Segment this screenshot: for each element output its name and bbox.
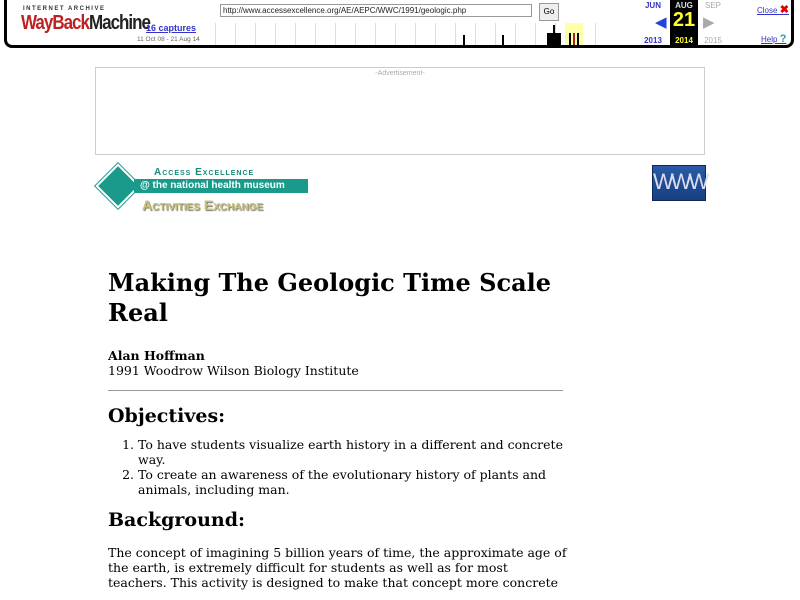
article (108, 268, 568, 590)
advertisement (95, 67, 705, 155)
page-title: Making The Geologic Time Scale Real (108, 268, 552, 327)
captures-range: 11 Oct 08 - 21 Aug 14 (137, 36, 200, 43)
institute: 1991 Woodrow Wilson Biology Institute (108, 363, 359, 378)
url-input[interactable]: http://www.accessexcellence.org/AE/AEPC/WWC/1991/geologic.php (220, 4, 532, 17)
ad-label: -Advertisement- (375, 70, 425, 77)
logo-line3: Activities Exchange (142, 197, 264, 213)
close-label: Close (757, 6, 778, 15)
help-link[interactable] (761, 33, 786, 45)
wayback-toolbar (4, 0, 794, 48)
divider (108, 390, 563, 391)
wayback-logo-top: INTERNET ARCHIVE (23, 6, 106, 12)
next-month: SEP (704, 1, 721, 10)
close-link[interactable] (757, 3, 789, 16)
access-excellence-logo[interactable] (98, 164, 308, 220)
next-year: 2015 (704, 36, 722, 45)
objectives-list (108, 437, 568, 497)
help-icon[interactable]: ? (779, 33, 787, 45)
current-year: 2014 (675, 36, 693, 45)
logo-line2: @ the national health museum (134, 179, 308, 193)
captures-link[interactable]: 16 captures (146, 23, 197, 33)
prev-arrow-icon[interactable]: ◀ (655, 14, 667, 31)
list-item: 2. To create an awareness of the evolutionary history of plants and animals, including man. (138, 467, 568, 497)
prev-year[interactable]: 2013 (644, 36, 662, 45)
background-heading: Background: (108, 509, 245, 531)
woodrow-wilson-logo[interactable] (652, 165, 706, 201)
list-item: 1. To have students visualize earth history in a different and concrete way. (138, 437, 568, 467)
prev-month[interactable]: JUN (644, 1, 661, 10)
ww-text: WWW (653, 169, 707, 194)
help-label: Help (761, 35, 778, 44)
current-month: AUG (675, 1, 693, 10)
go-button[interactable]: Go (539, 3, 559, 21)
logo-text: WayBack (21, 11, 89, 34)
current-day: 21 (672, 9, 696, 31)
wayback-logo[interactable] (21, 11, 150, 35)
next-arrow-icon: ▶ (703, 14, 715, 31)
background-text: The concept of imagining 5 billion years of time, the approximate age of the earth, is extremely difficult for students as well as for most teachers. This activity is designed to make that concept more concrete (108, 545, 567, 590)
logo-text-2: Machine (88, 11, 150, 34)
logo-line1: Access Excellence (154, 167, 255, 178)
capture-sparkline[interactable] (215, 23, 640, 45)
author: Alan Hoffman (108, 348, 205, 363)
close-icon[interactable]: ✖ (779, 4, 789, 16)
objectives-heading: Objectives: (108, 405, 226, 427)
